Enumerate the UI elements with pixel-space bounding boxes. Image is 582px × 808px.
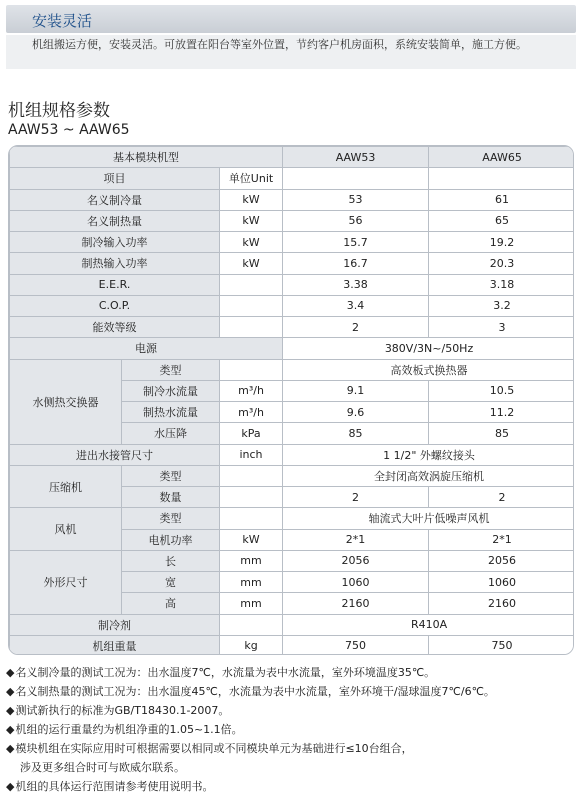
table-row (10, 274, 575, 295)
footnote-text: 名义制热量的测试工况为：出水温度45℃，水流量为表中水流量，室外环境干/湿球温度7℃/6℃。 (15, 685, 495, 698)
bullet-icon: ◆ (6, 685, 15, 698)
value-a: 2 (283, 487, 429, 508)
unit-cell (220, 508, 283, 529)
unit-cell (220, 614, 283, 635)
value-b: 3.2 (429, 295, 574, 316)
value-a: 2160 (283, 593, 429, 614)
table-row (10, 210, 575, 231)
value-b: 2056 (429, 550, 574, 571)
row-label: 制冷输入功率 (10, 232, 220, 253)
footnote (6, 739, 576, 758)
unit-cell: kg (220, 635, 283, 655)
unit-cell: mm (220, 593, 283, 614)
unit-cell: mm (220, 572, 283, 593)
unit-cell: kW (220, 189, 283, 210)
row-label: 制冷水流量 (122, 380, 220, 401)
value-b: 65 (429, 210, 574, 231)
table-row (10, 338, 575, 359)
row-label: 进出水接管尺寸 (10, 444, 220, 465)
value-shared: 全封闭高效涡旋压缩机 (283, 465, 574, 486)
unit-cell (220, 295, 283, 316)
value-b: 1060 (429, 572, 574, 593)
bullet-icon: ◆ (6, 780, 15, 793)
group-label: 风机 (10, 508, 122, 551)
row-label: 类型 (122, 465, 220, 486)
row-label: 机组重量 (10, 635, 220, 655)
value-b: 750 (429, 635, 574, 655)
footnote (6, 663, 576, 682)
unit-cell: m³/h (220, 402, 283, 423)
unit-cell: kPa (220, 423, 283, 444)
header-model-label: 基本模块机型 (10, 147, 283, 168)
table-row (10, 253, 575, 274)
table-row (10, 614, 575, 635)
row-label: 水压降 (122, 423, 220, 444)
spec-table (9, 146, 574, 655)
footnote-text: 模块机组在实际应用时可根据需要以相同或不同模块单元为基础进行≤10台组合， (15, 742, 413, 755)
unit-cell (220, 274, 283, 295)
row-label: C.O.P. (10, 295, 220, 316)
value-shared: 1 1/2" 外螺纹接头 (283, 444, 574, 465)
row-label: 类型 (122, 508, 220, 529)
group-label: 压缩机 (10, 465, 122, 508)
footnote (6, 682, 576, 701)
unit-cell (220, 317, 283, 338)
value-a: 56 (283, 210, 429, 231)
unit-cell: kW (220, 529, 283, 550)
row-label: 长 (122, 550, 220, 571)
value-b: 3 (429, 317, 574, 338)
value-b: 2*1 (429, 529, 574, 550)
value-a: 9.6 (283, 402, 429, 423)
value-a: 15.7 (283, 232, 429, 253)
value-b: 19.2 (429, 232, 574, 253)
footnote (6, 720, 576, 739)
table-row (10, 359, 575, 380)
table-row (10, 465, 575, 486)
value-b: 3.18 (429, 274, 574, 295)
value-a: 1060 (283, 572, 429, 593)
unit-cell: inch (220, 444, 283, 465)
footnote-text: 机组的具体运行范围请参考使用说明书。 (15, 780, 214, 793)
value-a: 2 (283, 317, 429, 338)
row-label: 高 (122, 593, 220, 614)
unit-cell: m³/h (220, 380, 283, 401)
table-row (10, 508, 575, 529)
value-a: 85 (283, 423, 429, 444)
group-label: 外形尺寸 (10, 550, 122, 614)
footnote-continuation (6, 758, 576, 777)
footnotes (6, 663, 576, 796)
spec-table-frame (8, 145, 574, 655)
unit-cell (220, 465, 283, 486)
value-b: 61 (429, 189, 574, 210)
value-a: 2*1 (283, 529, 429, 550)
item-header: 项目 (10, 168, 220, 189)
table-row (10, 635, 575, 655)
value-b: 2 (429, 487, 574, 508)
value-shared: 高效板式换热器 (283, 359, 574, 380)
table-row (10, 168, 575, 189)
bullet-icon: ◆ (6, 742, 15, 755)
unit-cell: mm (220, 550, 283, 571)
value-a: 53 (283, 189, 429, 210)
row-label: 制热水流量 (122, 402, 220, 423)
footnote-text: 机组的运行重量约为机组净重的1.05~1.1倍。 (15, 723, 243, 736)
table-row (10, 189, 575, 210)
row-label: 电机功率 (122, 529, 220, 550)
section-description: 机组搬运方便，安装灵活。可放置在阳台等室外位置，节约客户机房面积，系统安装简单，施工方便。 (32, 38, 527, 51)
row-label: 名义制冷量 (10, 189, 220, 210)
value-b: 2160 (429, 593, 574, 614)
table-row (10, 232, 575, 253)
value-b: 11.2 (429, 402, 574, 423)
row-label: 数量 (122, 487, 220, 508)
unit-header: 单位Unit (220, 168, 283, 189)
footnote-text: 名义制冷量的测试工况为：出水温度7℃，水流量为表中水流量，室外环境温度35℃。 (15, 666, 436, 679)
section-title: 安装灵活 (32, 12, 93, 30)
header-model-a: AAW53 (283, 147, 429, 168)
value-b: 10.5 (429, 380, 574, 401)
value-a: 3.38 (283, 274, 429, 295)
row-label: 类型 (122, 359, 220, 380)
section-banner (6, 5, 576, 33)
row-label: 制热输入功率 (10, 253, 220, 274)
value-b: 20.3 (429, 253, 574, 274)
value-a: 750 (283, 635, 429, 655)
table-row (10, 147, 575, 168)
row-label: 制冷剂 (10, 614, 220, 635)
value-a: 9.1 (283, 380, 429, 401)
value-a: 16.7 (283, 253, 429, 274)
cell (429, 168, 574, 189)
row-label: 能效等级 (10, 317, 220, 338)
bullet-icon: ◆ (6, 723, 15, 736)
spec-heading: 机组规格参数 (8, 101, 110, 121)
table-row (10, 550, 575, 571)
value-shared: 轴流式大叶片低噪声风机 (283, 508, 574, 529)
row-label: 名义制热量 (10, 210, 220, 231)
table-row (10, 295, 575, 316)
unit-cell (220, 359, 283, 380)
unit-cell: kW (220, 253, 283, 274)
table-row (10, 317, 575, 338)
value-shared: R410A (283, 614, 574, 635)
header-model-b: AAW65 (429, 147, 574, 168)
value-a: 2056 (283, 550, 429, 571)
footnote (6, 701, 576, 720)
unit-cell (220, 487, 283, 508)
bullet-icon: ◆ (6, 704, 15, 717)
cell (283, 168, 429, 189)
group-label: 水侧热交换器 (10, 359, 122, 444)
value-a: 3.4 (283, 295, 429, 316)
footnote-text: 涉及更多组合时可与欧威尔联系。 (20, 761, 185, 774)
value-shared: 380V/3N~/50Hz (283, 338, 574, 359)
row-label: 电源 (10, 338, 283, 359)
row-label: E.E.R. (10, 274, 220, 295)
model-range: AAW53 ~ AAW65 (8, 122, 130, 138)
footnote-text: 测试新执行的标准为GB/T18430.1-2007。 (15, 704, 230, 717)
value-b: 85 (429, 423, 574, 444)
unit-cell: kW (220, 232, 283, 253)
table-row (10, 444, 575, 465)
footnote (6, 777, 576, 796)
bullet-icon: ◆ (6, 666, 15, 679)
unit-cell: kW (220, 210, 283, 231)
section-description-box (6, 35, 576, 69)
row-label: 宽 (122, 572, 220, 593)
